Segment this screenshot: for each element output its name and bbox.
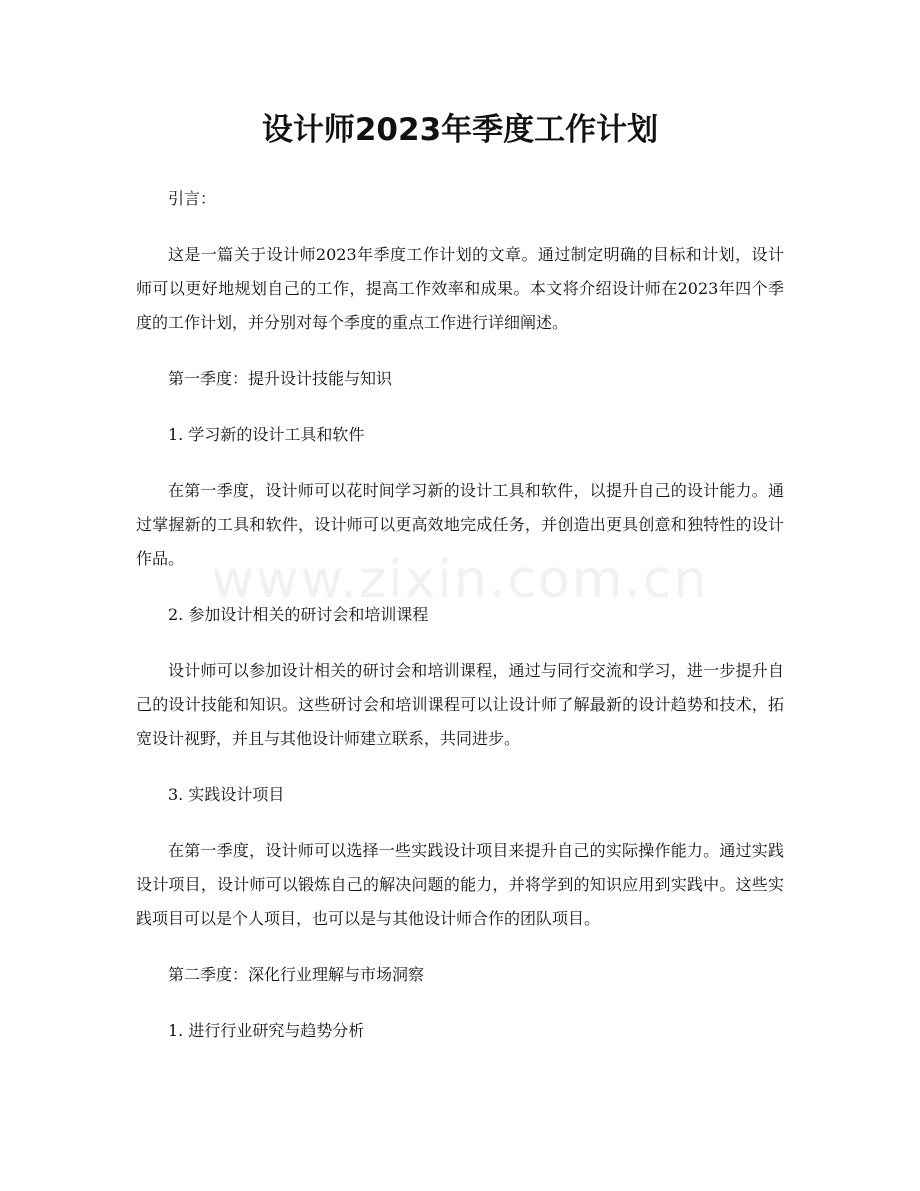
section-heading-q2: 第二季度：深化行业理解与市场洞察 [168, 965, 425, 984]
section-heading-q1: 第一季度：提升设计技能与知识 [168, 369, 393, 388]
watermark: www.zixin.com.cn [211, 550, 709, 610]
paragraph-q1-2: 设计师可以参加设计相关的研讨会和培训课程，通过与同行交流和学习，进一步提升自己的设计技能和知识。这些研讨会和培训课程可以让设计师了解最新的设计趋势和技术，拓宽设计视野，并且与其他设计师建立联系，共同进步。 [136, 661, 784, 748]
paragraph-q1-1: 在第一季度，设计师可以花时间学习新的设计工具和软件，以提升自己的设计能力。通过掌握新的工具和软件，设计师可以更高效地完成任务，并创造出更具创意和独特性的设计作品。 [136, 481, 784, 568]
item-heading-q1-2: 2. 参加设计相关的研讨会和培训课程 [168, 605, 429, 624]
paragraph-intro-label: 引言： [168, 189, 217, 208]
paragraph-q1-3: 在第一季度，设计师可以选择一些实践设计项目来提升自己的实际操作能力。通过实践设计项目，设计师可以锻炼自己的解决问题的能力，并将学到的知识应用到实践中。这些实践项目可以是个人项目，也可以是与其他设计师合作的团队项目。 [136, 841, 784, 928]
item-heading-q1-1: 1. 学习新的设计工具和软件 [168, 425, 365, 444]
paragraph-intro: 这是一篇关于设计师2023年季度工作计划的文章。通过制定明确的目标和计划，设计师可以更好地规划自己的工作，提高工作效率和成果。本文将介绍设计师在2023年四个季度的工作计划，并分别对每个季度的重点工作进行详细阐述。 [136, 245, 784, 332]
document-body [136, 182, 784, 1070]
item-heading-q1-3: 3. 实践设计项目 [168, 785, 285, 804]
document-title: 设计师2023年季度工作计划 [261, 112, 659, 148]
item-heading-q2-1: 1. 进行行业研究与趋势分析 [168, 1021, 365, 1040]
